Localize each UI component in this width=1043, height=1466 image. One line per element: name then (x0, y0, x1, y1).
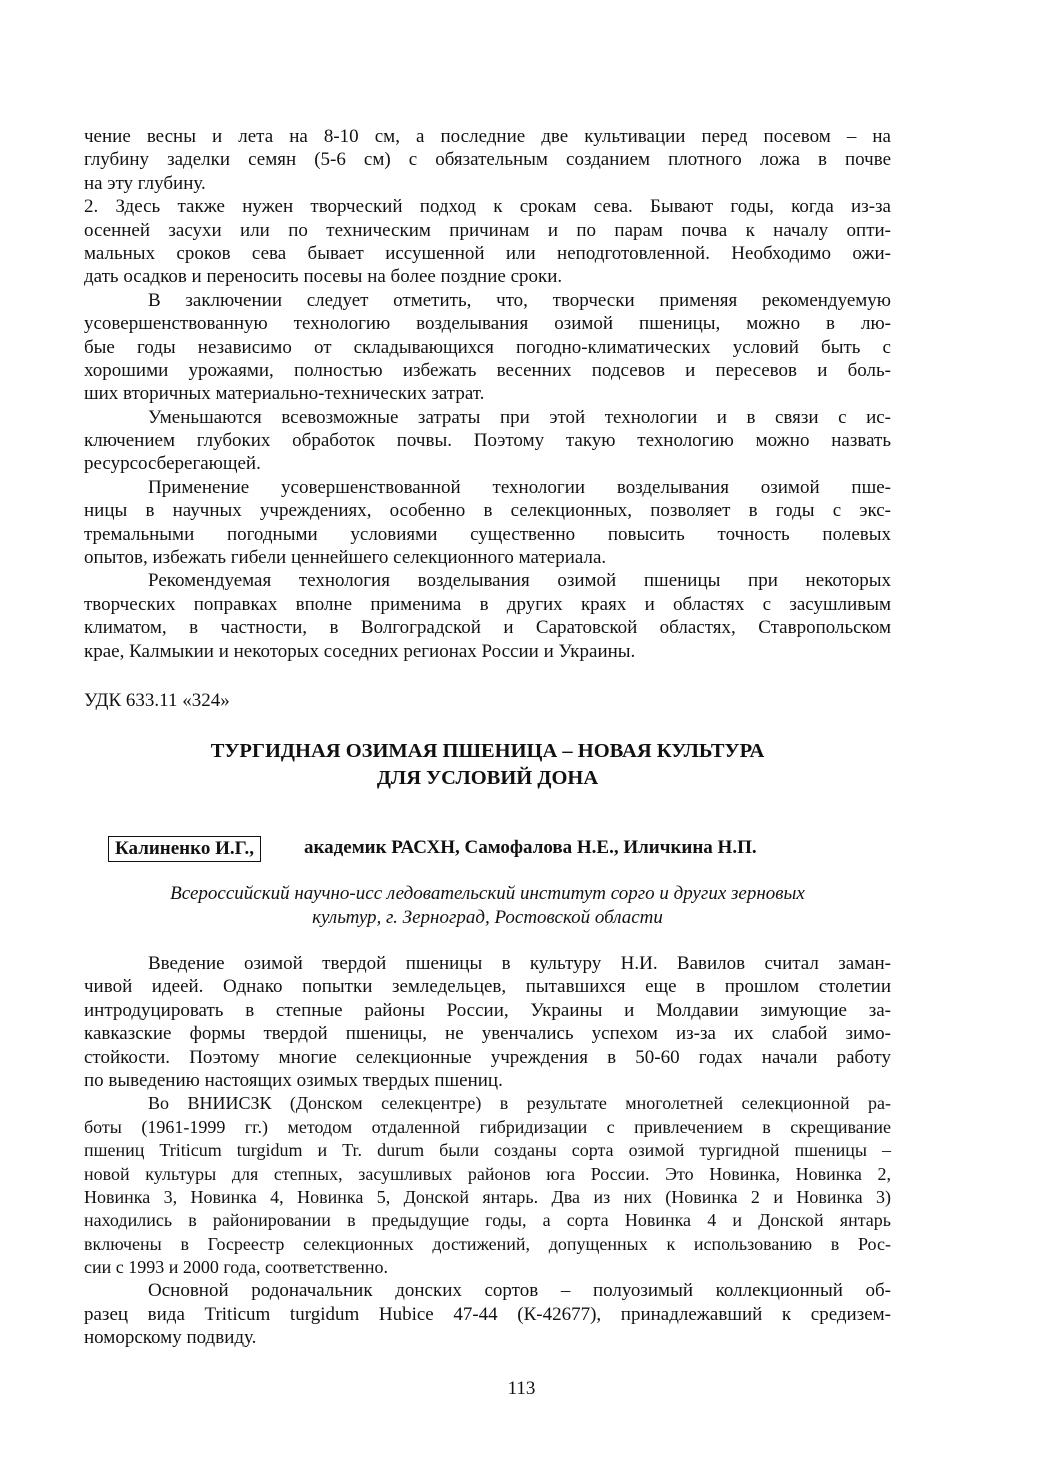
text-line: ших вторичных материально-технических затрат. (84, 383, 485, 405)
text-line: чение весны и лета на 8-10 см, а последние две культивации перед посевом – на (84, 126, 891, 147)
text-line: хорошими урожаями, полностью избежать весенних подсевов и пересевов и боль- (84, 359, 891, 381)
text-line: Во ВНИИСЗК (Донском селекцентре) в результате многолетней селекционной ра- (148, 1093, 891, 1114)
text-line: Уменьшаются всевозможные затраты при этой технологии и в связи с ис- (148, 406, 891, 428)
text-line: сии с 1993 и 2000 года, соответственно. (84, 1257, 389, 1278)
title-line: ДЛЯ УСЛОВИЙ ДОНА (376, 767, 599, 789)
text-line: новой культуры для степных, засушливых районов юга России. Это Новинка, Новинка 2, (84, 1163, 891, 1184)
previous-article-text (84, 125, 891, 663)
text-line: Введение озимой твердой пшеницы в культуру Н.И. Вавилов считал заман- (148, 953, 891, 974)
text-line: усовершенствованную технологию возделывания озимой пшеницы, можно в лю- (84, 313, 891, 335)
text-line: чивой идеей. Однако попытки земледельцев, пытавшихся еще в прошлом столетии (84, 976, 891, 998)
text-line: ключением глубоких обработок почвы. Поэтому такую технологию можно назвать (84, 430, 891, 452)
author-list: академик РАСХН, Самофалова Н.Е., Иличкина Н.П. (304, 837, 757, 858)
text-line: климатом, в частности, в Волгоградской и Саратовской областях, Ставропольском (84, 617, 891, 639)
text-line: находились в районировании в предыдущие годы, а сорта Новинка 4 и Донской янтарь (84, 1210, 891, 1231)
text-line: тремальными погодными условиями существенно повысить точность полевых (84, 523, 891, 545)
boxed-author: Калиненко И.Г., (108, 836, 261, 862)
text-line: стойкости. Поэтому многие селекционные учреждения в 50-60 годах начали работу (84, 1046, 891, 1068)
text-line: ницы в научных учреждениях, особенно в селекционных, позволяет в годы с экс- (84, 500, 891, 522)
text-line: дать осадков и переносить посевы на более поздние сроки. (84, 266, 563, 288)
text-line: крае, Калмыкии и некоторых соседних регионах России и Украины. (84, 640, 636, 662)
text-line: включены в Госреестр селекционных достижений, допущенных к использованию в Рос- (84, 1233, 891, 1254)
text-line: боты (1961-1999 гг.) методом отдаленной гибридизации с привлечением в скрещивание (84, 1116, 891, 1137)
article-body (84, 952, 891, 1350)
text-line: номорскому подвиду. (84, 1327, 257, 1349)
text-line: на эту глубину. (84, 172, 206, 194)
text-line: Новинка 3, Новинка 4, Новинка 5, Донской янтарь. Два из них (Новинка 2 и Новинка 3) (84, 1186, 891, 1207)
udk-code: УДК 633.11 «324» (84, 690, 230, 711)
text-line: опытов, избежать гибели ценнейшего селекционного материала. (84, 547, 607, 569)
text-line: Основной родоначальник донских сортов – полуозимый коллекционный об- (148, 1280, 891, 1302)
title-line: ТУРГИДНАЯ ОЗИМАЯ ПШЕНИЦА – НОВАЯ КУЛЬТУРА (210, 740, 765, 762)
affiliation-line: культур, г. Зерноград, Ростовской области (312, 907, 663, 928)
text-line: 2. Здесь также нужен творческий подход к срокам сева. Бывают годы, когда из-за (84, 196, 891, 218)
text-line: Применение усовершенствованной технологии возделывания озимой пше- (148, 476, 891, 498)
article-title (84, 738, 891, 792)
text-line: Рекомендуемая технология возделывания озимой пшеницы при некоторых (148, 570, 891, 592)
text-line: глубину заделки семян (5-6 см) с обязательным созданием плотного ложа в почве (84, 149, 891, 171)
text-line: бые годы независимо от складывающихся погодно-климатических условий быть с (84, 336, 891, 358)
text-line: по выведению настоящих озимых твердых пшениц. (84, 1069, 503, 1091)
page-number: 113 (507, 1378, 536, 1399)
text-line: мальных сроков сева бывает иссушенной или неподготовленной. Необходимо ожи- (84, 242, 891, 264)
text-line: творческих поправках вполне применима в других краях и областях с засушливым (84, 593, 891, 615)
text-line: осенней засухи или по техническим причинам и по парам почва к началу опти- (84, 219, 891, 241)
text-line: В заключении следует отметить, что, творчески применяя рекомендуемую (148, 289, 891, 311)
text-line: пшениц Triticum turgidum и Tr. durum были созданы сорта озимой тургидной пшеницы – (84, 1140, 891, 1161)
text-line: ресурсосберегающей. (84, 453, 261, 475)
text-line: интродуцировать в степные районы России, Украины и Молдавии зимующие за- (84, 999, 891, 1021)
affiliation (84, 882, 891, 930)
affiliation-line: Всероссийский научно-исс ледовательский институт сорго и других зерновых (170, 883, 805, 904)
text-line: кавказские формы твердой пшеницы, не увенчались успехом из-за их слабой зимо- (84, 1023, 891, 1045)
text-line: разец вида Triticum turgidum Hubice 47-44 (К-42677), принадлежавший к средизем- (84, 1303, 891, 1325)
